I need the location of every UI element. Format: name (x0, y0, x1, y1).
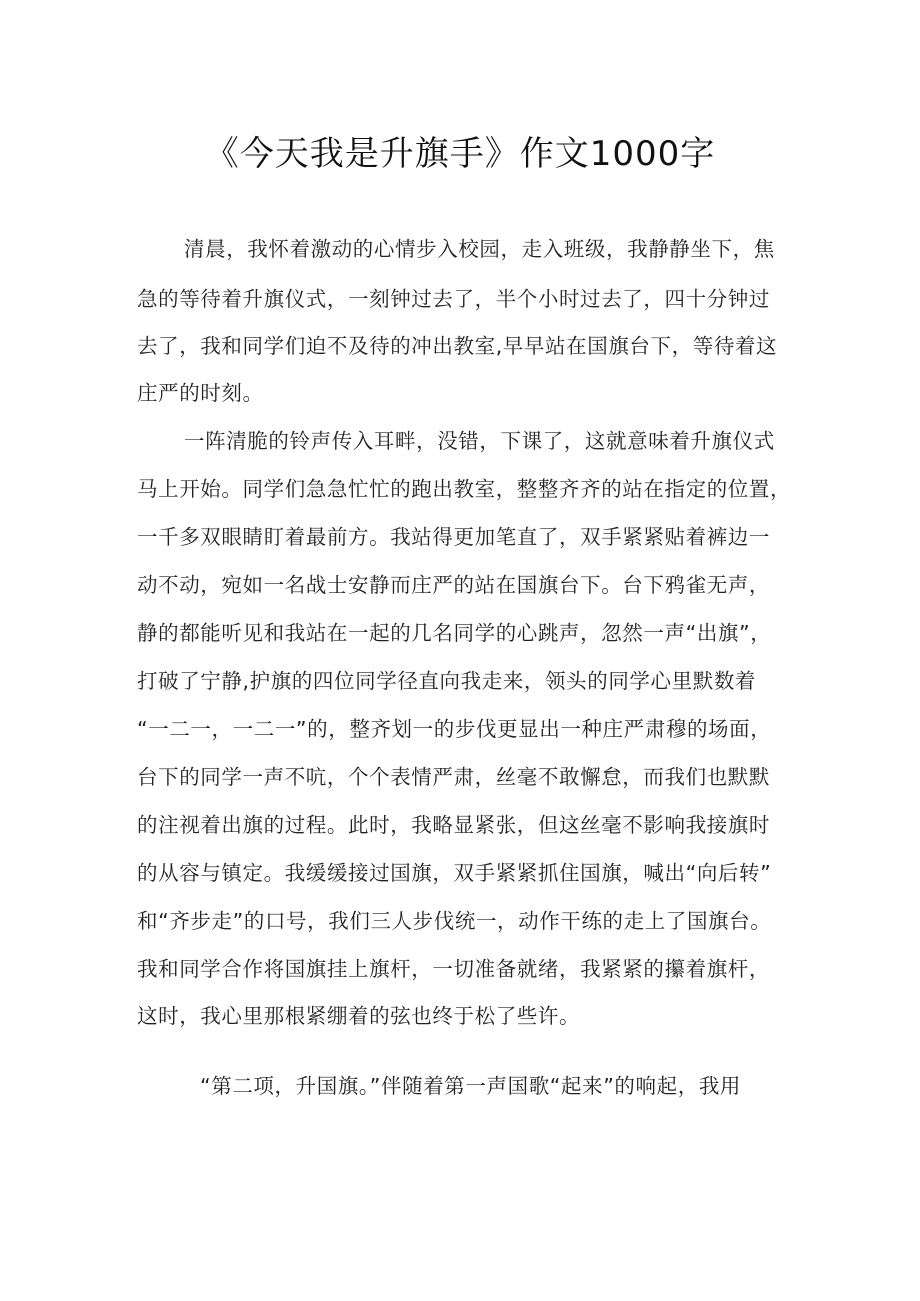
paragraph-2-line-2: 马上开始。同学们急急忙忙的跑出教室，整整齐齐的站在指定的位置， (137, 477, 792, 501)
paragraph-2-line-13: 这时，我心里那根紧绷着的弦也终于松了些许。 (137, 1004, 581, 1028)
paragraph-2-line-9: 的注视着出旗的过程。此时，我略显紧张，但这丝毫不影响我接旗时 (137, 813, 770, 837)
paragraph-2-line-8: 台下的同学一声不吭，个个表情严肃，丝毫不敢懈怠，而我们也默默 (137, 765, 770, 789)
paragraph-1-line-1: 清晨，我怀着激动的心情步入校园，走入班级，我静静坐下，焦 (184, 237, 775, 261)
paragraph-2-line-5: 静的都能听见和我站在一起的几名同学的心跳声，忽然一声“出旗”， (137, 621, 772, 645)
paragraph-2-line-4: 动不动，宛如一名战士安静而庄严的站在国旗台下。台下鸦雀无声， (137, 573, 770, 597)
paragraph-1-line-4: 庄严的时刻。 (137, 381, 264, 405)
paragraph-1-line-2: 急的等待着升旗仪式，一刻钟过去了，半个小时过去了，四十分钟过 (137, 287, 770, 311)
paragraph-2-line-1: 一阵清脆的铃声传入耳畔，没错，下课了，这就意味着升旗仪式 (184, 429, 775, 453)
paragraph-2-line-11: 和“齐步走”的口号，我们三人步伐统一，动作干练的走上了国旗台。 (137, 909, 772, 933)
paragraph-3-line-1: “第二项，升国旗。”伴随着第一声国歌“起来”的响起，我用 (200, 1074, 742, 1098)
paragraph-2-line-3: 一千多双眼睛盯着最前方。我站得更加笔直了，双手紧紧贴着裤边一 (137, 525, 770, 549)
paragraph-2-line-7: “一二一，一二一”的，整齐划一的步伐更显出一种庄严肃穆的场面， (137, 717, 772, 741)
paragraph-1-line-3: 去了，我和同学们迫不及待的冲出教室,早早站在国旗台下，等待着这 (137, 334, 778, 358)
document-title: 《今天我是升旗手》作文1000字 (204, 134, 716, 174)
paragraph-2-line-12: 我和同学合作将国旗挂上旗杆，一切准备就绪，我紧紧的攥着旗杆， (137, 957, 770, 981)
paragraph-2-line-6: 打破了宁静,护旗的四位同学径直向我走来，领头的同学心里默数着 (137, 669, 757, 693)
paragraph-2-line-10: 的从容与镇定。我缓缓接过国旗，双手紧紧抓住国旗，喊出“向后转” (137, 861, 772, 885)
